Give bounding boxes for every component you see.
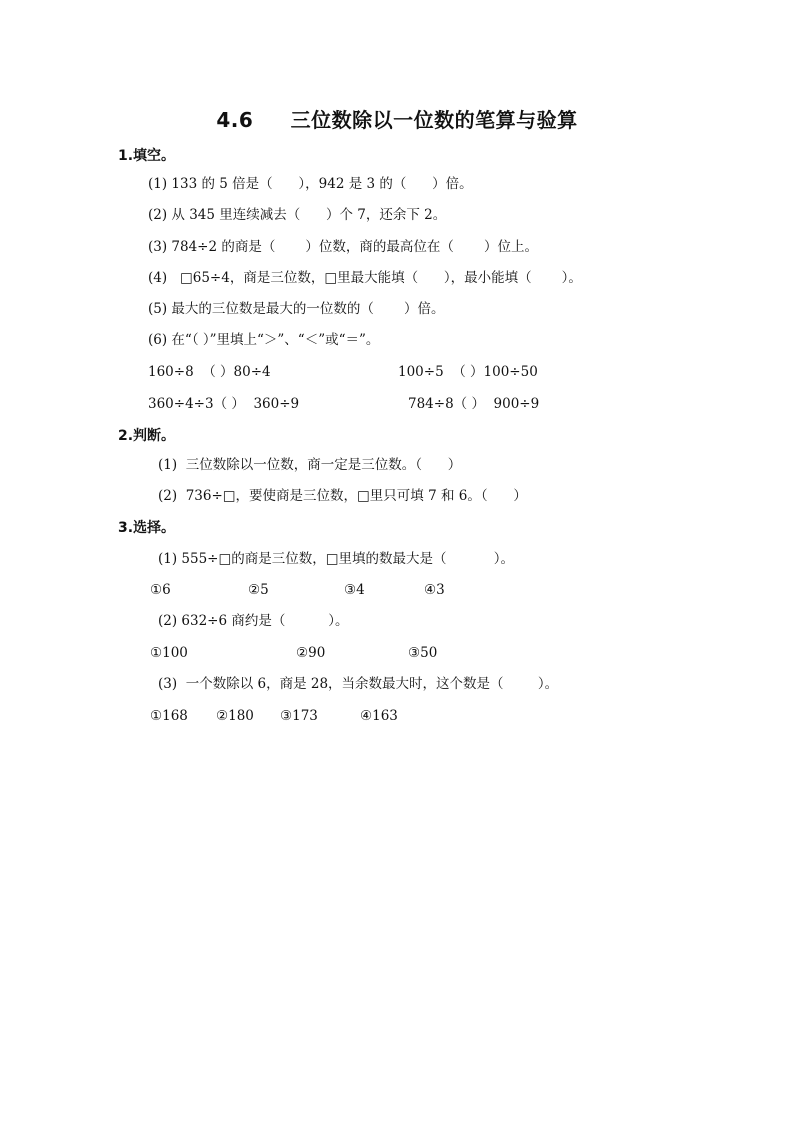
page-title: 4.6 三位数除以一位数的笔算与验算 xyxy=(216,108,578,132)
option-3-2-c: ③50 xyxy=(408,645,438,661)
section-heading-choice: 3.选择。 xyxy=(118,520,176,536)
option-3-2-b: ②90 xyxy=(296,645,326,661)
compare-item-2: 100÷5 （ ）100÷50 xyxy=(398,364,538,380)
section-heading-fill-blank: 1.填空。 xyxy=(118,148,176,164)
option-3-3-c: ③173 xyxy=(280,708,318,724)
option-3-2-a: ①100 xyxy=(150,645,188,661)
option-3-1-b: ②5 xyxy=(248,582,269,598)
option-3-1-c: ③4 xyxy=(344,582,365,598)
question-1-4: (4) □65÷4，商是三位数，□里最大能填（ ），最小能填（ ）。 xyxy=(148,270,582,286)
question-2-1: (1) 三位数除以一位数，商一定是三位数。（ ） xyxy=(158,457,462,473)
option-3-3-b: ②180 xyxy=(216,708,254,724)
option-3-3-d: ④163 xyxy=(360,708,398,724)
compare-item-1: 160÷8 （ ）80÷4 xyxy=(148,364,271,380)
question-1-6: (6) 在“（ ）”里填上“＞”、“＜”或“＝”。 xyxy=(148,332,380,348)
question-1-1: (1) 133 的 5 倍是（ ），942 是 3 的（ ）倍。 xyxy=(148,176,473,192)
option-3-1-a: ①6 xyxy=(150,582,171,598)
option-3-1-d: ④3 xyxy=(424,582,445,598)
question-3-3: (3) 一个数除以 6，商是 28，当余数最大时，这个数是（ ）。 xyxy=(158,676,559,692)
option-3-3-a: ①168 xyxy=(150,708,188,724)
question-2-2: (2) 736÷□，要使商是三位数，□里只可填 7 和 6。（ ） xyxy=(158,488,527,504)
compare-item-4: 784÷8（ ） 900÷9 xyxy=(408,396,540,412)
question-1-2: (2) 从 345 里连续减去（ ）个 7，还余下 2。 xyxy=(148,207,447,223)
compare-item-3: 360÷4÷3（ ） 360÷9 xyxy=(148,396,300,412)
section-heading-judge: 2.判断。 xyxy=(118,428,176,444)
question-1-3: (3) 784÷2 的商是（ ）位数，商的最高位在（ ）位上。 xyxy=(148,239,538,255)
question-3-2: (2) 632÷6 商约是（ ）。 xyxy=(158,613,349,629)
question-3-1: (1) 555÷□的商是三位数，□里填的数最大是（ ）。 xyxy=(158,551,514,567)
question-1-5: (5) 最大的三位数是最大的一位数的（ ）倍。 xyxy=(148,301,445,317)
